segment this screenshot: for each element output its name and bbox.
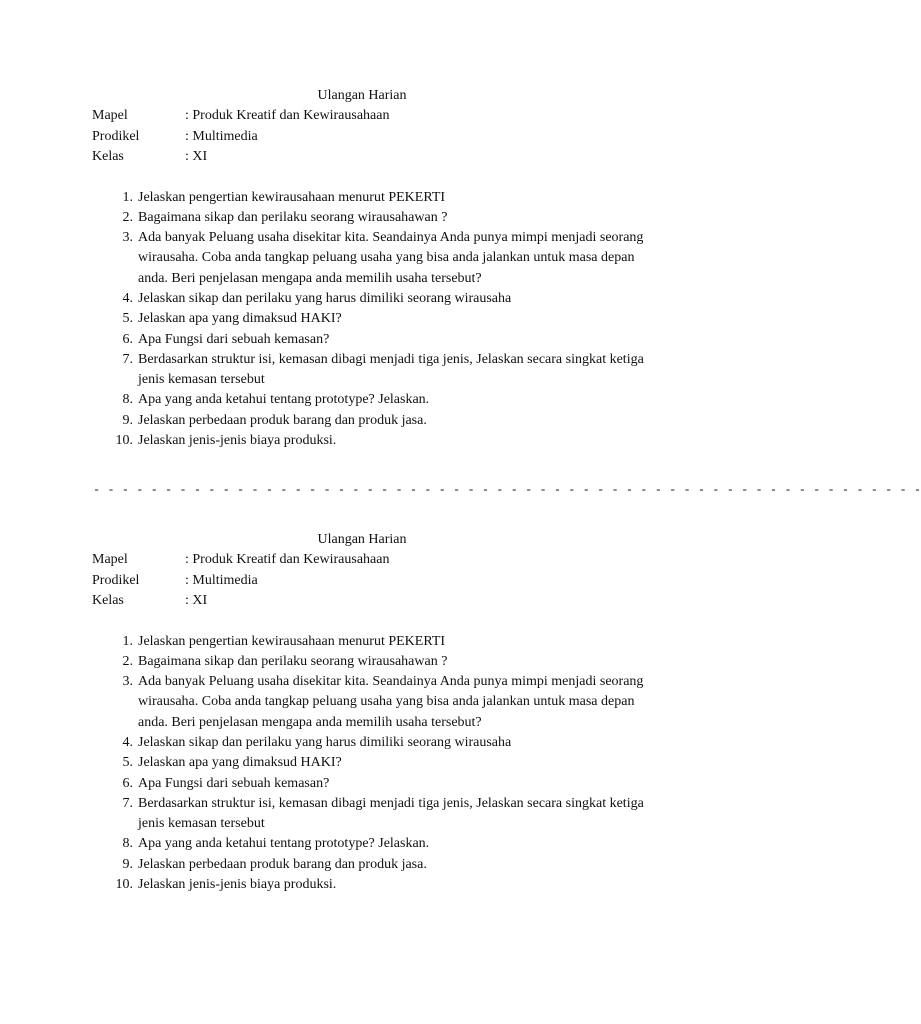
meta-row-kelas xyxy=(92,591,692,612)
exam-sheet-1 xyxy=(92,86,692,465)
sheet-title: Ulangan Harian xyxy=(317,532,407,547)
question-item xyxy=(92,431,692,451)
question-item xyxy=(92,632,692,652)
question-item xyxy=(92,289,692,309)
question-text: Jelaskan sikap dan perilaku yang harus dimiliki seorang wirausaha xyxy=(138,734,512,750)
exam-sheet-2 xyxy=(92,530,692,909)
meta-label: Mapel xyxy=(92,108,128,123)
question-item xyxy=(92,208,692,228)
question-text: Berdasarkan struktur isi, kemasan dibagi menjadi tiga jenis, Jelaskan secara singkat ketiga jenis kemasan tersebut xyxy=(138,795,644,832)
question-list xyxy=(92,632,692,896)
question-item xyxy=(92,652,692,672)
sheet-meta xyxy=(92,106,692,168)
question-number: 8. xyxy=(122,392,133,408)
meta-value: : XI xyxy=(185,149,208,164)
question-text: Jelaskan perbedaan produk barang dan produk jasa. xyxy=(138,412,427,428)
question-number: 5. xyxy=(122,755,133,771)
meta-value: : Produk Kreatif dan Kewirausahaan xyxy=(185,108,390,123)
question-item xyxy=(92,309,692,329)
question-item xyxy=(92,855,692,875)
question-item xyxy=(92,774,692,794)
meta-label: Kelas xyxy=(92,593,124,608)
question-text: Jelaskan sikap dan perilaku yang harus dimiliki seorang wirausaha xyxy=(138,290,512,306)
question-item xyxy=(92,672,692,733)
meta-label: Mapel xyxy=(92,552,128,567)
question-text: Bagaimana sikap dan perilaku seorang wirausahawan ? xyxy=(138,209,448,225)
question-text: Apa Fungsi dari sebuah kemasan? xyxy=(138,331,330,347)
meta-row-prodikel xyxy=(92,571,692,592)
question-number: 7. xyxy=(122,351,133,367)
question-item xyxy=(92,834,692,854)
question-number: 9. xyxy=(122,412,133,428)
question-number: 1. xyxy=(122,189,133,205)
meta-label: Prodikel xyxy=(92,572,140,588)
question-number: 9. xyxy=(122,856,133,872)
meta-value: : Multimedia xyxy=(185,572,258,588)
question-text: Berdasarkan struktur isi, kemasan dibagi menjadi tiga jenis, Jelaskan secara singkat ketiga jenis kemasan tersebut xyxy=(138,351,644,388)
question-number: 5. xyxy=(122,311,133,327)
meta-row-mapel xyxy=(92,550,692,571)
sheet-meta xyxy=(92,550,692,612)
question-number: 1. xyxy=(122,633,133,649)
question-number: 2. xyxy=(122,209,133,225)
meta-row-kelas xyxy=(92,147,692,168)
meta-value: : XI xyxy=(185,593,208,608)
question-item xyxy=(92,794,692,835)
meta-label: Kelas xyxy=(92,149,124,164)
meta-value: : Produk Kreatif dan Kewirausahaan xyxy=(185,552,390,567)
question-item xyxy=(92,733,692,753)
question-text: Ada banyak Peluang usaha disekitar kita. Seandainya Anda punya mimpi menjadi seorang wirausaha. Coba anda tangkap peluang usaha yang bisa anda jalankan untuk masa depan anda. Beri penjelasan mengapa anda memilih usaha tersebut? xyxy=(138,230,644,286)
question-number: 2. xyxy=(122,653,133,669)
meta-row-prodikel xyxy=(92,127,692,148)
question-item xyxy=(92,188,692,208)
question-text: Apa yang anda ketahui tentang prototype? Jelaskan. xyxy=(138,836,430,852)
question-text: Jelaskan pengertian kewirausahaan menurut PEKERTI xyxy=(138,189,446,205)
question-text: Ada banyak Peluang usaha disekitar kita. Seandainya Anda punya mimpi menjadi seorang wirausaha. Coba anda tangkap peluang usaha yang bisa anda jalankan untuk masa depan anda. Beri penjelasan mengapa anda memilih usaha tersebut? xyxy=(138,674,644,730)
question-text: Jelaskan perbedaan produk barang dan produk jasa. xyxy=(138,856,427,872)
question-item xyxy=(92,330,692,350)
question-text: Bagaimana sikap dan perilaku seorang wirausahawan ? xyxy=(138,653,448,669)
question-text: Apa yang anda ketahui tentang prototype? Jelaskan. xyxy=(138,392,430,408)
question-text: Jelaskan apa yang dimaksud HAKI? xyxy=(138,311,342,327)
question-list xyxy=(92,188,692,452)
question-item xyxy=(92,411,692,431)
question-text: Apa Fungsi dari sebuah kemasan? xyxy=(138,775,330,791)
question-item xyxy=(92,875,692,895)
question-number: 3. xyxy=(122,230,133,246)
question-item xyxy=(92,390,692,410)
question-number: 7. xyxy=(122,795,133,811)
question-number: 6. xyxy=(122,331,133,347)
question-number: 6. xyxy=(122,775,133,791)
question-item xyxy=(92,753,692,773)
sheet-title: Ulangan Harian xyxy=(317,88,407,103)
question-item xyxy=(92,350,692,391)
question-number: 4. xyxy=(122,734,133,750)
question-item xyxy=(92,228,692,289)
meta-row-mapel xyxy=(92,106,692,127)
meta-label: Prodikel xyxy=(92,128,140,144)
question-text: Jelaskan jenis-jenis biaya produksi. xyxy=(138,877,337,893)
question-text: Jelaskan pengertian kewirausahaan menurut PEKERTI xyxy=(138,633,446,649)
cut-line-divider: - - - - - - - - - - - - - - - - - - - - - - - - - - - - - - - - - - - - - - - - - - - - - - - - - - - - - - - - - - xyxy=(93,483,921,497)
question-number: 10. xyxy=(115,433,133,449)
question-number: 8. xyxy=(122,836,133,852)
question-number: 3. xyxy=(122,674,133,690)
question-text: Jelaskan apa yang dimaksud HAKI? xyxy=(138,755,342,771)
meta-value: : Multimedia xyxy=(185,128,258,144)
question-number: 4. xyxy=(122,290,133,306)
question-number: 10. xyxy=(115,877,133,893)
question-text: Jelaskan jenis-jenis biaya produksi. xyxy=(138,433,337,449)
